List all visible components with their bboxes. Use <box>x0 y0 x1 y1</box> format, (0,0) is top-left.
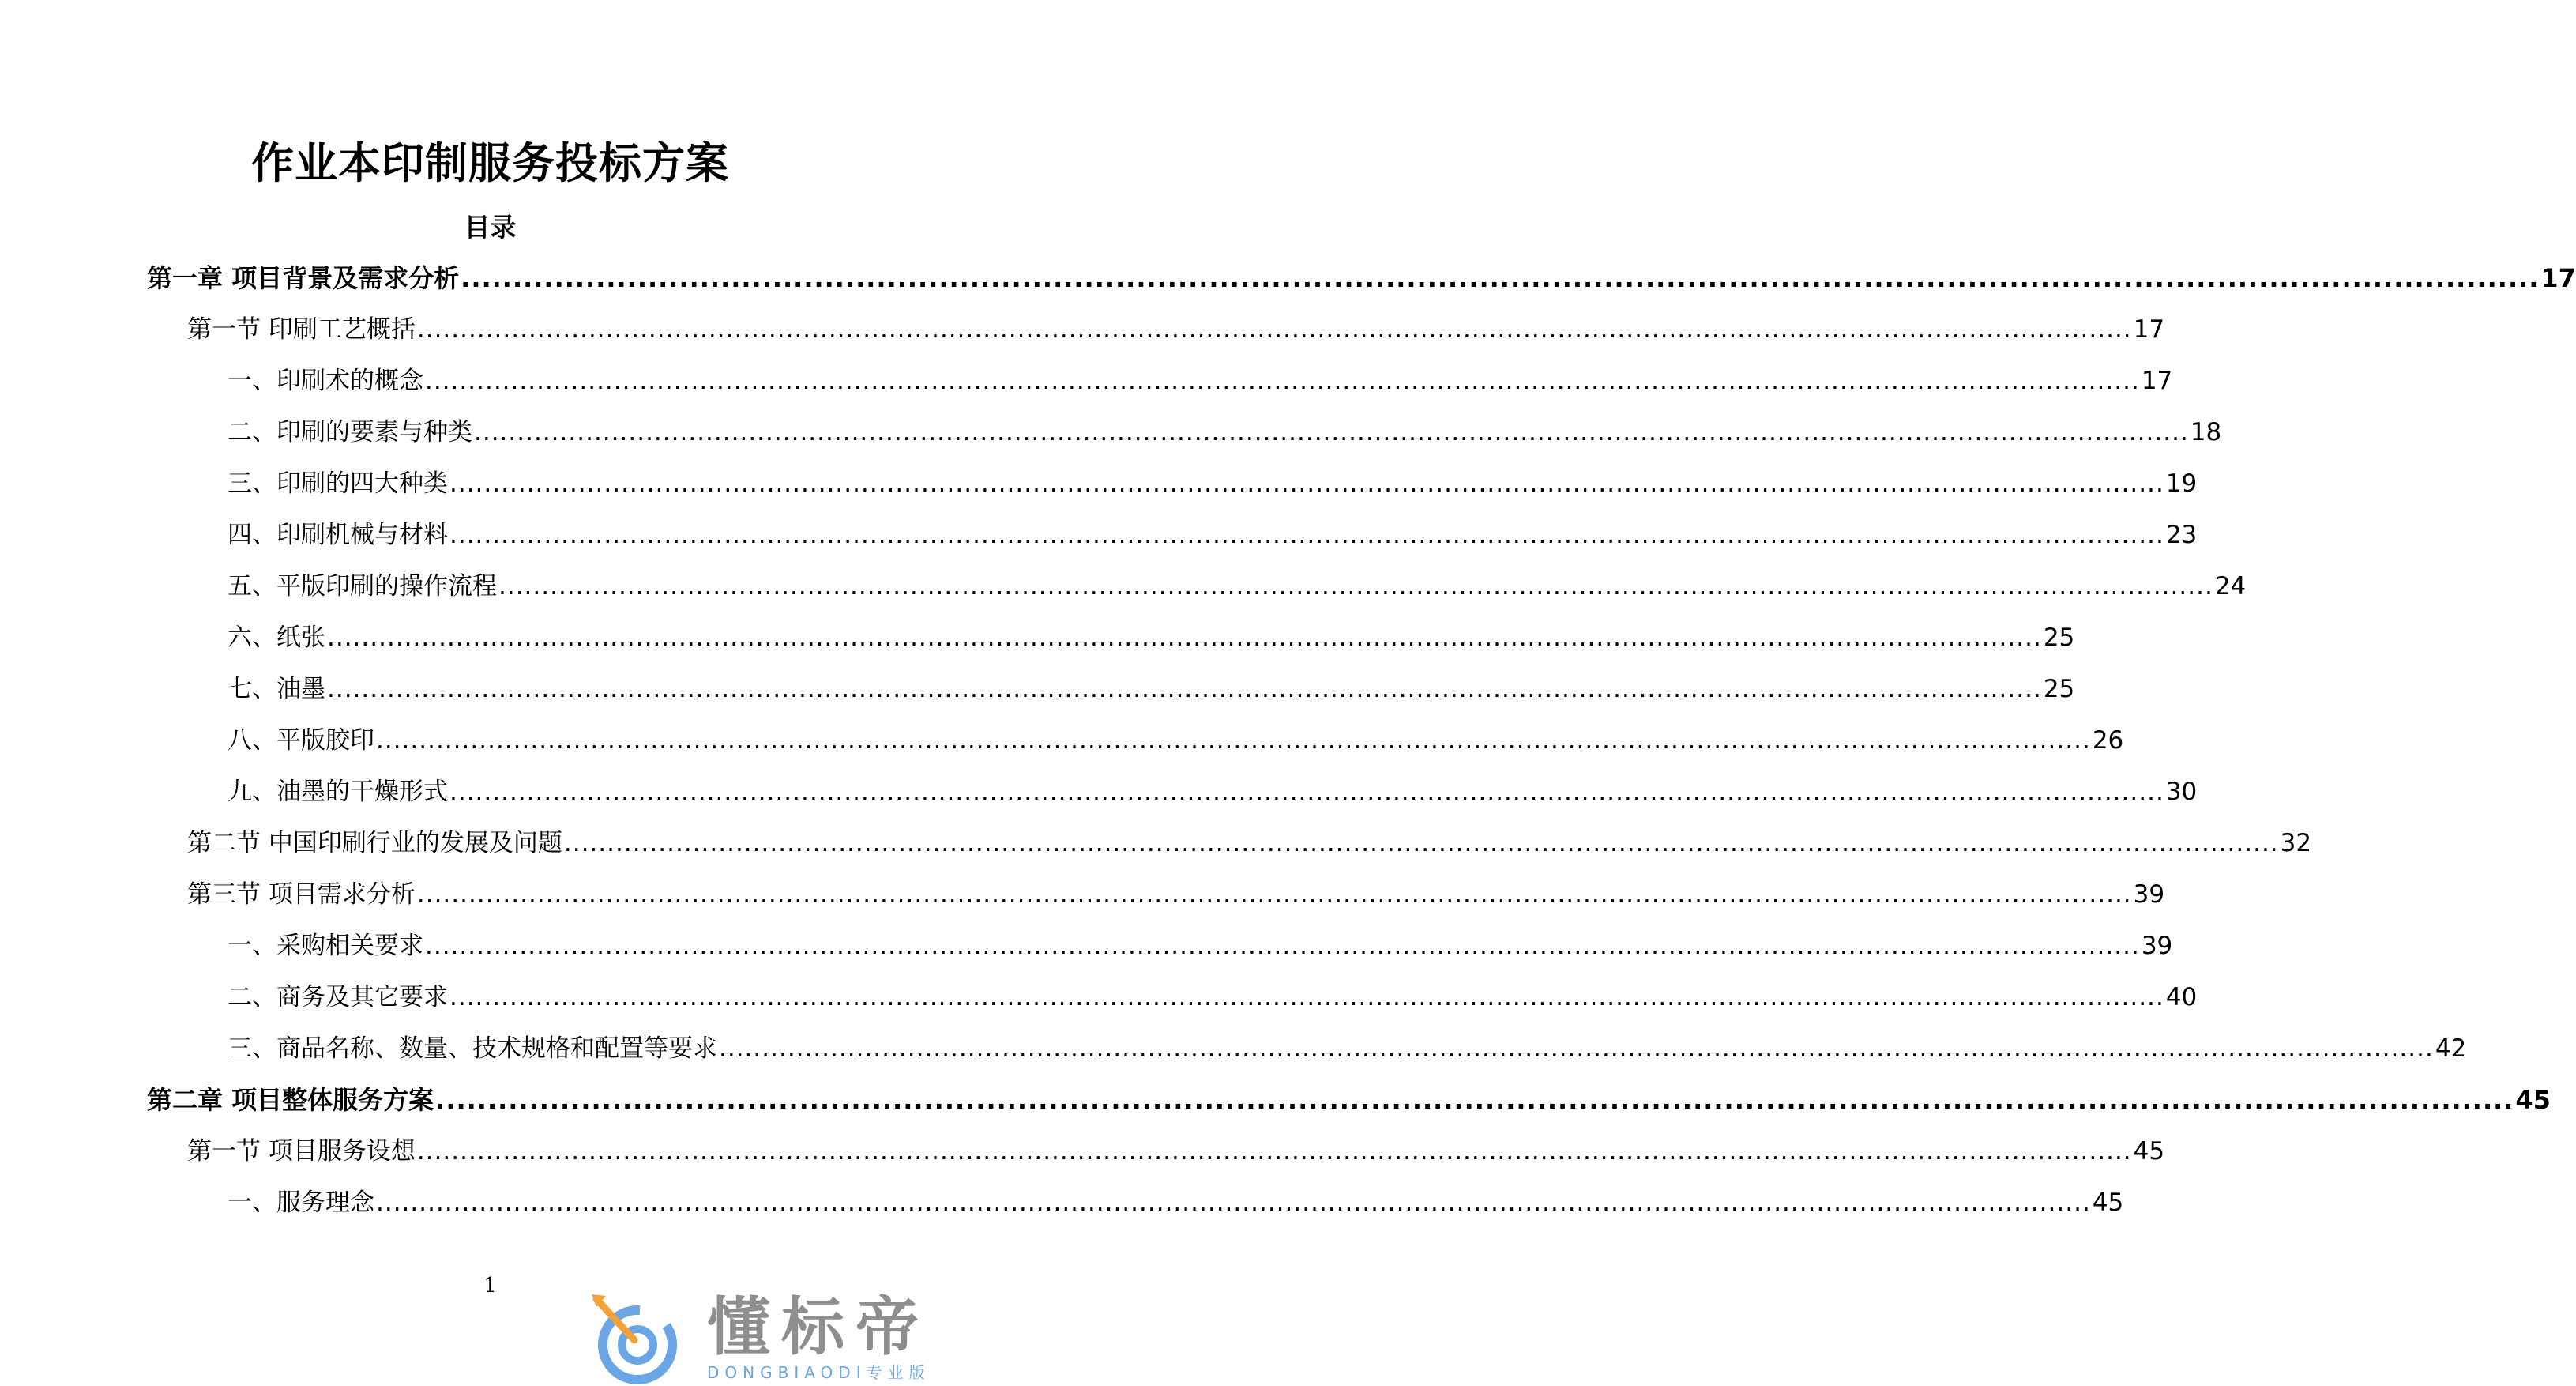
toc-entry-text: 四、印刷机械与材料 <box>228 521 448 549</box>
toc-page-number: 30 <box>2165 778 2198 806</box>
toc-entry[interactable] <box>0 977 2198 1028</box>
toc-entry[interactable] <box>0 1182 2124 1233</box>
table-of-contents <box>0 258 2576 1233</box>
toc-entry[interactable] <box>0 669 2075 720</box>
toc-entry-text: 三、商品名称、数量、技术规格和配置等要求 <box>228 1034 717 1063</box>
toc-leader-dots: ........................................................................................................................................................................................................ <box>498 572 2213 601</box>
toc-leader-dots: ........................................................................................................................................................................................................ <box>416 1137 2132 1166</box>
toc-leader-dots: ........................................................................................................................................................................................................ <box>461 263 2540 293</box>
toc-page-number: 45 <box>2092 1188 2124 1217</box>
toc-entry-text: 一、服务理念 <box>228 1188 374 1217</box>
toc-entry[interactable] <box>0 1079 2551 1131</box>
toc-entry-text: 九、油墨的干燥形式 <box>228 778 448 806</box>
toc-leader-dots: ........................................................................................................................................................................................................ <box>376 726 2091 755</box>
toc-leader-dots: ........................................................................................................................................................................................................ <box>425 932 2140 960</box>
toc-entry-text: 二、印刷的要素与种类 <box>228 418 472 446</box>
toc-entry[interactable] <box>0 1131 2165 1182</box>
toc-page-number: 39 <box>2141 932 2173 960</box>
toc-leader-dots: ........................................................................................................................................................................................................ <box>425 367 2140 395</box>
toc-page-number: 17 <box>2133 315 2165 344</box>
toc-entry[interactable] <box>0 360 2173 412</box>
toc-leader-dots: ........................................................................................................................................................................................................ <box>416 880 2132 909</box>
toc-leader-dots: ........................................................................................................................................................................................................ <box>563 829 2279 857</box>
toc-page-number: 24 <box>2214 572 2247 601</box>
toc-leader-dots: ........................................................................................................................................................................................................ <box>416 315 2132 344</box>
toc-page-number: 45 <box>2133 1137 2165 1166</box>
toc-page-number: 42 <box>2435 1034 2467 1063</box>
toc-entry[interactable] <box>0 771 2198 823</box>
toc-leader-dots: ........................................................................................................................................................................................................ <box>719 1034 2434 1063</box>
toc-page-number: 32 <box>2280 829 2312 857</box>
toc-entry[interactable] <box>0 720 2124 771</box>
toc-entry[interactable] <box>0 412 2222 463</box>
toc-entry[interactable] <box>0 463 2198 514</box>
toc-leader-dots: ........................................................................................................................................................................................................ <box>327 623 2042 652</box>
toc-page-number: 40 <box>2165 983 2198 1011</box>
toc-entry-text: 第三节 项目需求分析 <box>187 880 416 909</box>
toc-entry-text: 第二章 项目整体服务方案 <box>147 1085 434 1115</box>
toc-page-number: 45 <box>2515 1085 2551 1115</box>
toc-leader-dots: ........................................................................................................................................................................................................ <box>449 983 2164 1011</box>
toc-entry-text: 七、油墨 <box>228 675 325 703</box>
toc-entry-text: 三、印刷的四大种类 <box>228 469 448 498</box>
toc-entry[interactable] <box>0 1028 2467 1079</box>
document-title: 作业本印制服务投标方案 <box>251 138 729 188</box>
toc-entry-text: 第二节 中国印刷行业的发展及问题 <box>187 829 562 857</box>
toc-entry-text: 一、印刷术的概念 <box>228 367 423 395</box>
toc-entry[interactable] <box>0 258 2576 309</box>
target-arrow-icon <box>589 1288 691 1386</box>
toc-page-number: 17 <box>2540 263 2576 293</box>
brand-name: 懂标帝 <box>707 1290 930 1364</box>
toc-entry[interactable] <box>0 823 2312 874</box>
toc-page-number: 23 <box>2165 521 2198 549</box>
toc-page-number: 19 <box>2165 469 2198 498</box>
toc-leader-dots: ........................................................................................................................................................................................................ <box>449 469 2164 498</box>
toc-entry-text: 第一节 印刷工艺概括 <box>187 315 416 344</box>
brand-subtitle: DONGBIAODI专业版 <box>707 1363 931 1382</box>
toc-page-number: 25 <box>2043 623 2075 652</box>
toc-page-number: 25 <box>2043 675 2075 703</box>
toc-leader-dots: ........................................................................................................................................................................................................ <box>449 521 2164 549</box>
toc-page-number: 18 <box>2190 418 2222 446</box>
toc-entry-text: 六、纸张 <box>228 623 325 652</box>
toc-entry[interactable] <box>0 617 2075 669</box>
toc-leader-dots: ........................................................................................................................................................................................................ <box>376 1188 2091 1217</box>
toc-leader-dots: ........................................................................................................................................................................................................ <box>474 418 2189 446</box>
toc-leader-dots: ........................................................................................................................................................................................................ <box>449 778 2164 806</box>
toc-page-number: 17 <box>2141 367 2173 395</box>
toc-entry[interactable] <box>0 309 2165 360</box>
toc-entry-text: 一、采购相关要求 <box>228 932 423 960</box>
toc-leader-dots: ........................................................................................................................................................................................................ <box>327 675 2042 703</box>
toc-entry-text: 二、商务及其它要求 <box>228 983 448 1011</box>
toc-page-number: 26 <box>2092 726 2124 755</box>
toc-entry-text: 八、平版胶印 <box>228 726 374 755</box>
toc-page-number: 39 <box>2133 880 2165 909</box>
page-number: 1 <box>483 1274 497 1297</box>
toc-entry-text: 第一节 项目服务设想 <box>187 1137 416 1166</box>
toc-leader-dots: ........................................................................................................................................................................................................ <box>435 1085 2514 1115</box>
toc-entry-text: 五、平版印刷的操作流程 <box>228 572 497 601</box>
toc-entry[interactable] <box>0 874 2165 925</box>
toc-entry[interactable] <box>0 514 2198 566</box>
toc-entry-text: 第一章 项目背景及需求分析 <box>147 263 460 293</box>
brand-watermark <box>589 1288 968 1386</box>
toc-entry[interactable] <box>0 566 2247 617</box>
toc-entry[interactable] <box>0 925 2173 977</box>
toc-heading: 目录 <box>464 212 517 243</box>
